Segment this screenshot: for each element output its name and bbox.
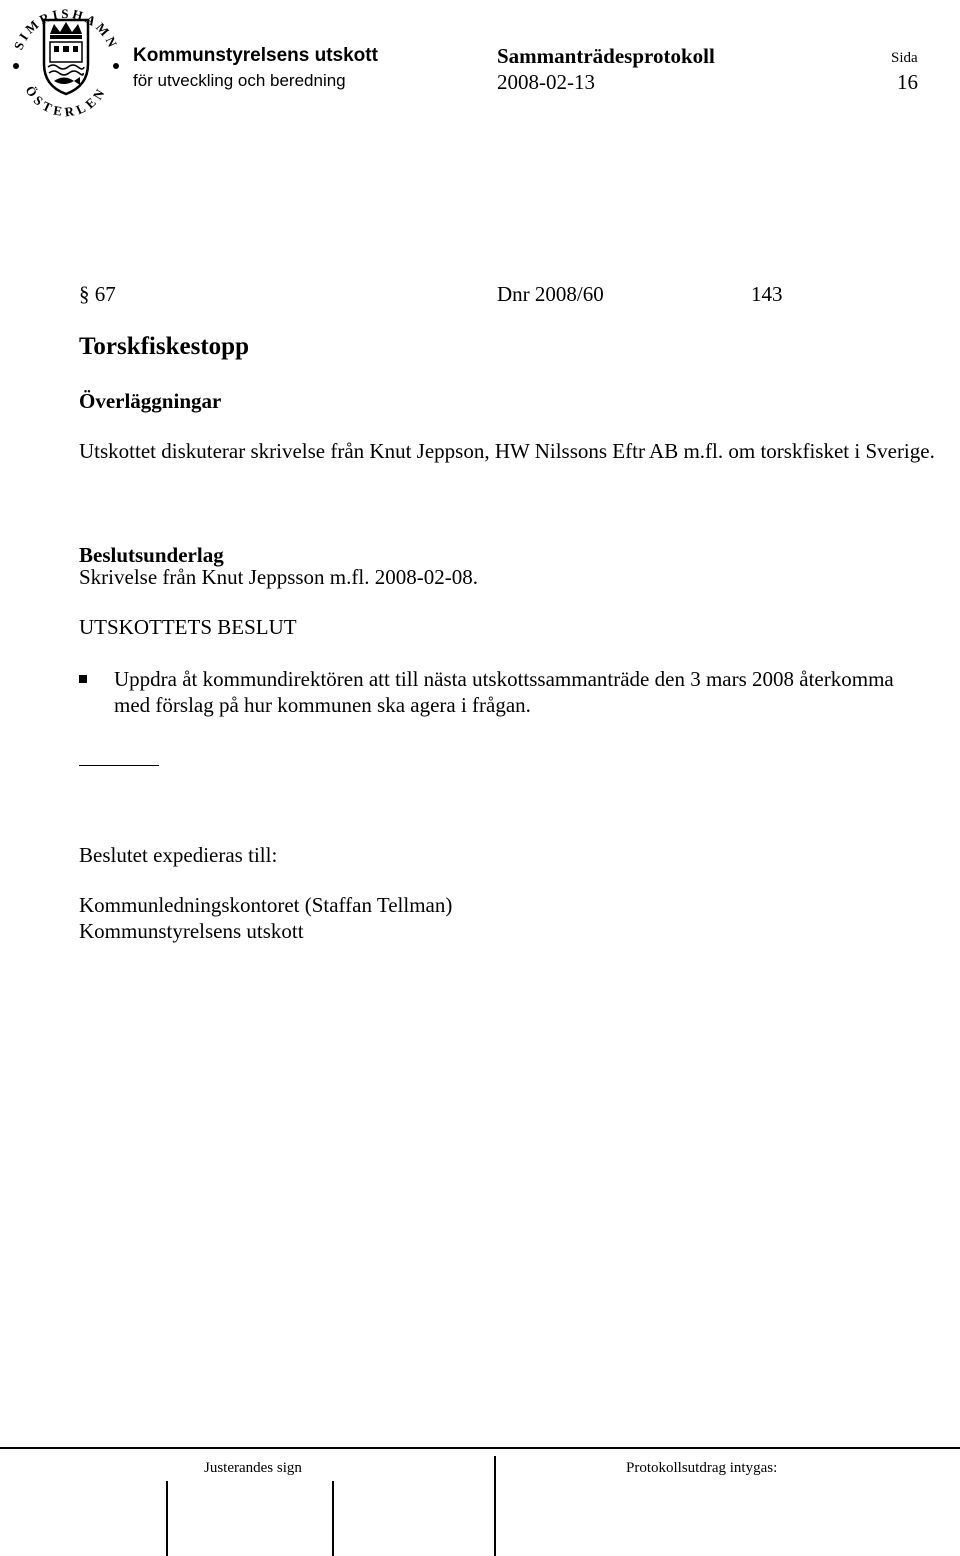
seal-text-top: SIMRISHAMN bbox=[10, 5, 122, 52]
committee-title: Kommunstyrelsens utskott bbox=[133, 45, 378, 66]
page-label: Sida bbox=[891, 50, 918, 66]
footer-divider bbox=[0, 1447, 960, 1449]
signature-box-line bbox=[332, 1481, 334, 1556]
distribution-recipient: Kommunledningskontoret (Staffan Tellman) bbox=[79, 893, 453, 917]
seal-text-bottom: ÖSTERLEN bbox=[22, 83, 110, 118]
protocol-title: Sammanträdesprotokoll bbox=[497, 44, 715, 68]
diary-number: Dnr 2008/60 bbox=[497, 282, 604, 306]
committee-subtitle: för utveckling och beredning bbox=[133, 71, 346, 90]
protocol-date: 2008-02-13 bbox=[497, 70, 595, 94]
decision-item: Uppdra åt kommundirektören att till nästa utskottssammanträde den 3 mars 2008 återkomma med förslag på hur kommunen ska agera i frågan. bbox=[114, 667, 894, 717]
bullet-square-icon bbox=[79, 675, 87, 683]
municipality-seal bbox=[6, 2, 124, 118]
deliberations-text: Utskottet diskuterar skrivelse från Knut Jeppson, HW Nilssons Eftr AB m.fl. om torskfisket i Sverige. bbox=[79, 439, 935, 463]
svg-text:ÖSTERLEN bbox=[22, 83, 109, 118]
paragraph-number: § 67 bbox=[79, 282, 116, 306]
basis-heading: Beslutsunderlag bbox=[79, 543, 224, 567]
signature-label: Justerandes sign bbox=[204, 1460, 302, 1476]
footer-separator bbox=[494, 1456, 496, 1556]
section-divider bbox=[79, 765, 159, 766]
extract-certified-label: Protokollsutdrag intygas: bbox=[626, 1460, 778, 1476]
decision-heading: UTSKOTTETS BESLUT bbox=[79, 615, 297, 639]
distribution-recipient: Kommunstyrelsens utskott bbox=[79, 919, 304, 943]
item-title: Torskfiskestopp bbox=[79, 333, 249, 360]
signature-box-line bbox=[166, 1481, 168, 1556]
basis-text: Skrivelse från Knut Jeppsson m.fl. 2008-02-08. bbox=[79, 565, 478, 589]
distribution-heading: Beslutet expedieras till: bbox=[79, 843, 278, 867]
deliberations-heading: Överläggningar bbox=[79, 389, 222, 413]
diary-code: 143 bbox=[751, 282, 783, 306]
page-number: 16 bbox=[897, 70, 918, 94]
